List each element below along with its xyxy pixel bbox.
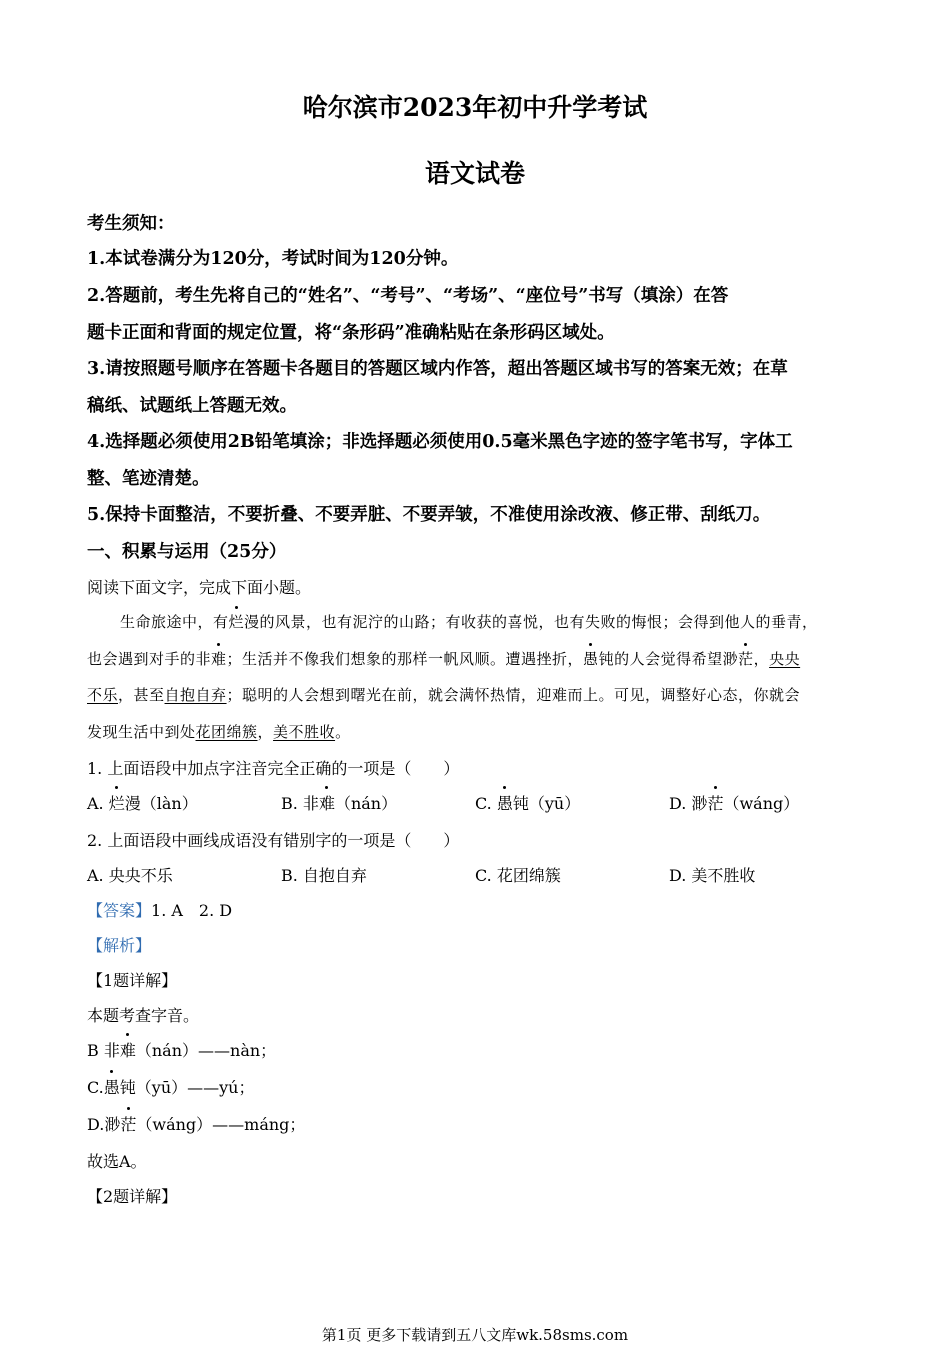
passage-line-2: 也会遇到对手的非难；生活并不像我们想象的那样一帆风顺。遭遇挫折，愚钝的人会觉得希望渺茫，央央 [87, 650, 801, 668]
notice-item-3-line-2: 稿纸、试题纸上答题无效。 [87, 396, 297, 416]
analysis-c: C.愚钝（yū）——yú； [87, 1075, 254, 1098]
q1-option-c: C. 愚钝（yū） [475, 791, 580, 814]
q1-option-a: A. 烂漫（làn） [87, 791, 198, 814]
dotted-char: 愚 [583, 650, 599, 668]
analysis-label: 【解析】 [87, 936, 152, 955]
q2-option-a: A. 央央不乐 [87, 866, 173, 885]
section-heading: 一、积累与运用（25分） [87, 542, 287, 562]
underlined-idiom: 不乐 [87, 686, 119, 704]
analysis-intro: 本题考查字音。 [87, 1006, 200, 1025]
underlined-idiom: 自抱自弃 [164, 686, 227, 704]
q2-option-d: D. 美不胜收 [669, 866, 756, 885]
answer-line [87, 898, 232, 921]
notice-item-2-line-1: 2.答题前，考生先将自己的“姓名”、“考号”、“考场”、“座位号”书写（填涂）在答 [87, 286, 729, 306]
notice-item-4-line-2: 整、笔迹清楚。 [87, 469, 210, 489]
passage-line-3: 不乐，甚至自抱自弃；聪明的人会想到曙光在前，就会满怀热情，迎难而上。可见，调整好心态，你就会 [87, 686, 801, 704]
reading-instruction: 阅读下面文字，完成下面小题。 [87, 578, 312, 597]
notice-item-5: 5.保持卡面整洁，不要折叠、不要弄脏、不要弄皱，不准使用涂改液、修正带、刮纸刀。 [87, 505, 771, 525]
analysis-conclusion: 故选A。 [87, 1152, 147, 1171]
answer-label: 【答案】 [87, 901, 152, 920]
question-2-stem: 2. 上面语段中画线成语没有错别字的一项是（ ） [87, 831, 460, 850]
page-title: 哈尔滨市2023年初中升学考试 [302, 93, 648, 122]
analysis-b: B 非难（nán）——nàn； [87, 1038, 276, 1061]
question-1-stem: 1. 上面语段中加点字注音完全正确的一项是（ ） [87, 759, 460, 778]
dotted-char: 烂 [228, 613, 245, 631]
answer-text: 1. A 2. D [151, 901, 233, 920]
analysis-d: D.渺茫（wáng）——máng； [87, 1112, 305, 1135]
notice-item-3-line-1: 3.请按照题号顺序在答题卡各题目的答题区域内作答，超出答题区域书写的答案无效；在草 [87, 359, 788, 379]
passage-line-4: 发现生活中到处花团绵簇，美不胜收。 [87, 723, 351, 741]
dotted-char: 难 [211, 650, 227, 668]
q2-option-b: B. 自抱自弃 [281, 866, 367, 885]
notice-item-4-line-1: 4.选择题必须使用2B铅笔填涂；非选择题必须使用0.5毫米黑色字迹的签字笔书写，字体工 [87, 432, 793, 452]
dotted-char: 茫 [738, 650, 754, 668]
underlined-idiom: 美不胜收 [273, 723, 336, 741]
notice-heading: 考生须知： [87, 214, 175, 234]
passage-line-1: 生命旅途中，有烂漫的风景，也有泥泞的山路；有收获的喜悦，也有失败的悔恨；会得到他人的垂青， [120, 613, 818, 631]
page-subtitle: 语文试卷 [424, 159, 525, 188]
underlined-idiom: 央央 [769, 650, 801, 668]
notice-item-2-line-2: 题卡正面和背面的规定位置，将“条形码”准确粘贴在条形码区域处。 [87, 323, 615, 343]
notice-item-1: 1.本试卷满分为120分，考试时间为120分钟。 [87, 249, 459, 269]
underlined-idiom: 花团绵簇 [195, 723, 258, 741]
q1-option-d: D. 渺茫（wáng） [669, 791, 799, 814]
q1-option-b: B. 非难（nán） [281, 791, 397, 814]
q2-detail-heading: 【2题详解】 [87, 1187, 178, 1206]
q2-option-c: C. 花团绵簇 [475, 866, 561, 885]
page-footer: 第1页 更多下载请到五八文库wk.58sms.com [321, 1326, 629, 1344]
q1-detail-heading: 【1题详解】 [87, 971, 178, 990]
